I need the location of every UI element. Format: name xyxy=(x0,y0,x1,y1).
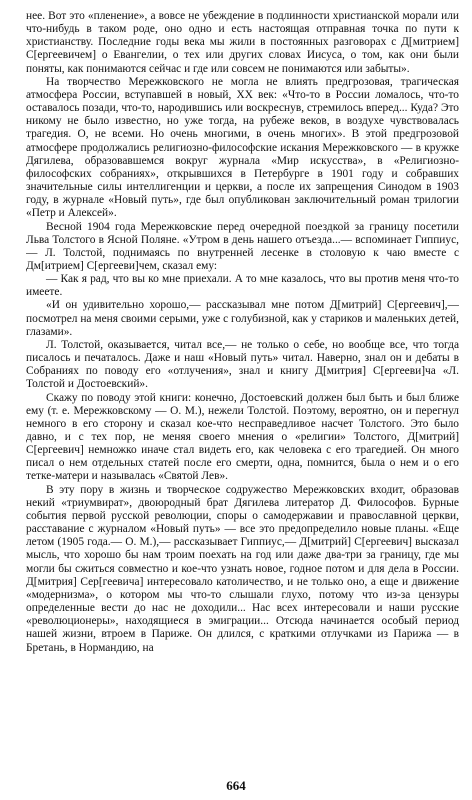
paragraph-8: В эту пору в жизнь и творческое содружество Мережковских входит, образовав некий «триумвират», двоюродный брат Дягилева литератор Д. Философов. Бурные события первой русской революции, споры о самодержавии и православной церкви, расставание с журналом «Новый путь» — все это предопределило новые планы. «Еще летом (1905 года.— О. М.),— рассказывает Гиппиус,— Д[митрий] С[ергеевич] высказал мысль, что хорошо бы нам троим поехать на год или даже два-три за границу, где мы могли бы сжиться совместно и кое-что узнать новое, годное потом и для дела в России. Д[митрия] Сер[геевича] интересовало католичество, и не только оно, а еще и движение «модернизма», о котором мы что-то слышали глухо, потому что из-за цензуры определенные вести до нас не доходили... Нас всех интересовали и наши русские «революционеры», находящиеся в эмиграции... Отсюда начинается особый период нашей жизни, втроем в Париже. Он длился, с краткими отлучками из Парижа — в Бретань, в Нормандию, на xyxy=(26,483,459,654)
page-number: 664 xyxy=(226,778,246,793)
paragraph-5: «И он удивительно хорошо,— рассказывал мне потом Д[митрий] С[ергеевич],— посмотрел на меня своими серыми, уже с голубизной, как у стариков и маленьких детей, глазами». xyxy=(26,299,459,338)
document-page xyxy=(26,10,459,790)
paragraph-6: Л. Толстой, оказывается, читал все,— не только о себе, но вообще все, что тогда писалось и печаталось. Даже и наш «Новый путь» читал. Наверно, знал он и дебаты в Собраниях по поводу его «отлучения», знал и книгу Д[митрия] С[ергееви]ча «Л. Толстой и Достоевский». xyxy=(26,338,459,391)
paragraph-4: — Как я рад, что вы ко мне приехали. А то мне казалось, что вы против меня что-то имеете. xyxy=(26,273,459,299)
paragraph-2: На творчество Мережковского не могла не влиять предгрозовая, трагическая атмосфера России, вступавшей в новый, XX век: «Что-то в России ломалось, что-то оставалось позади, что-то, народившись или воскреснув, стремилось вперед... Куда? Это никому не было известно, но уже тогда, на рубеже веков, в воздухе чувствовалась трагедия. О, не всеми. Но очень многими, в очень многих». В этой предгрозовой атмосфере продолжались религиозно-философские искания Мережковского — в кружке Дягилева, образовавшемся вокруг журнала «Мир искусства», в «Религиозно-философских собраниях», открывшихся в Петербурге в 1901 году и собравших значительные силы интеллигенции и церкви, а после их запрещения Синодом в 1903 году, в журнале «Новый путь», где был опубликован заключительный роман трилогии «Петр и Алексей». xyxy=(26,75,459,220)
paragraph-1: нее. Вот это «пленение», а вовсе не убеждение в подлинности христианской морали или что-нибудь в таком роде, оно одно и есть настоящая отправная точка по пути к христианству. Последние годы века мы жили в постоянных разговорах с Д[митрием] С[ергеевичем] о Евангелии, о тех или других словах Иисуса, о том, как они были поняты, как понимаются сейчас и где или совсем не понимаются или забыты». xyxy=(26,10,459,75)
body-text xyxy=(26,10,459,655)
paragraph-3: Весной 1904 года Мережковские перед очередной поездкой за границу посетили Льва Толстого в Ясной Поляне. «Утром в день нашего отъезда...— вспоминает Гиппиус,— Л. Толстой, поднимаясь по внутренней лесенке в столовую к чаю вместе с Дм[итрием] С[ергееви]чем, сказал ему: xyxy=(26,220,459,272)
paragraph-7: Скажу по поводу этой книги: конечно, Достоевский должен был быть и был ближе ему (т. е. Мережковскому — О. М.), нежели Толстой. Поэтому, вероятно, он и перегнул немного в его сторону и сказал кое-что несправедливое насчет Толстого. Это было давно, и с тех пор, не меняя своего мнения о «религии» Толстого, Д[митрий] С[ергеевич] немножко иначе стал видеть его, как человека с его трагедией. Он много писал о нем отдельных статей после его смерти, одна, помнится, была о нем и о его тетке-матери и называлась «Святой Лев». xyxy=(26,391,459,483)
